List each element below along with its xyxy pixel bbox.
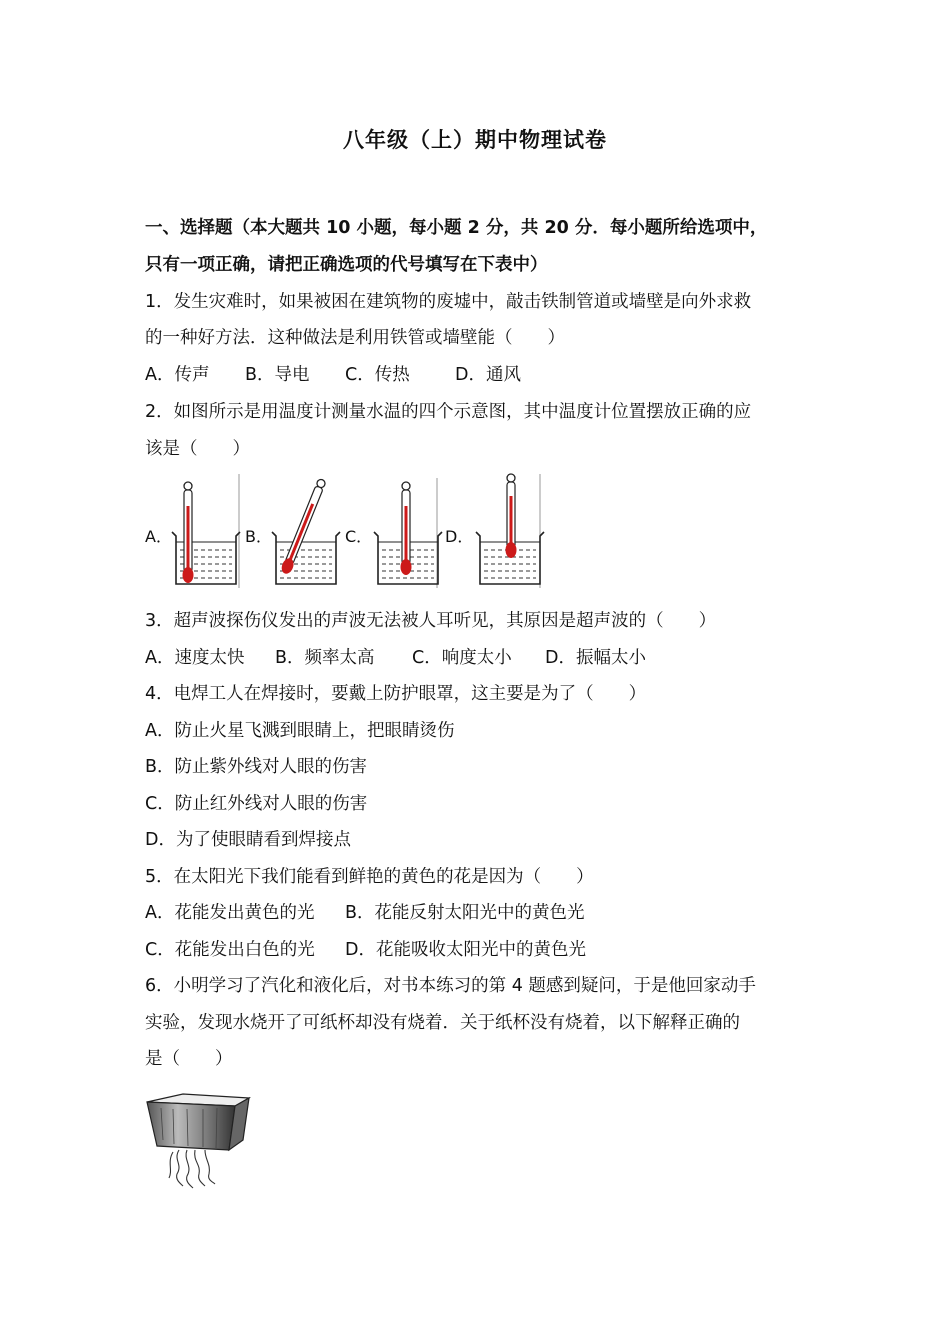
q2-figure-label-c[interactable]: C．	[345, 527, 373, 546]
q5-options-row1	[145, 901, 585, 925]
q3-option-a[interactable]: A．速度太快	[145, 648, 245, 668]
q1-option-c[interactable]: C．传热	[345, 365, 410, 385]
q3-options	[145, 646, 646, 670]
q4-option-c[interactable]: C．防止红外线对人眼的伤害	[145, 794, 368, 814]
q2-figure-b-thermometer-beaker	[268, 472, 343, 590]
q4-option-d[interactable]: D．为了使眼睛看到焊接点	[145, 830, 351, 850]
q5-option-a[interactable]: A．花能发出黄色的光	[145, 903, 315, 923]
q2-figure-c-thermometer-beaker	[370, 472, 445, 590]
q5-stem: 5．在太阳光下我们能看到鲜艳的黄色的花是因为（ ）	[145, 867, 594, 887]
q6-stem-line2: 实验，发现水烧开了可纸杯却没有烧着．关于纸杯没有烧着，以下解释正确的	[145, 1013, 740, 1033]
page-title: 八年级（上）期中物理试卷	[343, 128, 607, 152]
q2-figure-a-thermometer-beaker	[168, 472, 243, 590]
q5-options-row2	[145, 938, 586, 962]
q4-option-b[interactable]: B．防止紫外线对人眼的伤害	[145, 757, 368, 777]
q2-figure-label-a[interactable]: A．	[145, 527, 172, 546]
q5-option-c[interactable]: C．花能发出白色的光	[145, 940, 315, 960]
q6-stem-line1: 6．小明学习了汽化和液化后，对书本练习的第 4 题感到疑问，于是他回家动手	[145, 976, 756, 996]
q1-option-d[interactable]: D．通风	[455, 365, 521, 385]
q2-stem-line2: 该是（ ）	[145, 439, 250, 459]
q1-stem-line1: 1．发生灾难时，如果被困在建筑物的废墟中，敲击铁制管道或墙壁是向外求救	[145, 292, 752, 312]
q2-figure-label-b[interactable]: B．	[245, 527, 272, 546]
q3-stem: 3．超声波探伤仪发出的声波无法被人耳听见，其原因是超声波的（ ）	[145, 611, 717, 631]
q4-option-a[interactable]: A．防止火星飞溅到眼睛上，把眼睛烫伤	[145, 721, 455, 741]
q2-figure-d-thermometer-beaker	[472, 472, 547, 590]
q2-stem-line1: 2．如图所示是用温度计测量水温的四个示意图，其中温度计位置摆放正确的应	[145, 402, 752, 422]
q1-options	[145, 363, 521, 387]
q3-option-c[interactable]: C．响度太小	[412, 648, 512, 668]
q1-option-a[interactable]: A．传声	[145, 365, 210, 385]
section-heading-line1: 一、选择题（本大题共 10 小题，每小题 2 分，共 20 分．每小题所给选项中，	[145, 218, 768, 238]
section-heading-line2: 只有一项正确，请把正确选项的代号填写在下表中）	[145, 255, 548, 275]
q1-option-b[interactable]: B．导电	[245, 365, 310, 385]
q3-option-b[interactable]: B．频率太高	[275, 648, 375, 668]
q3-option-d[interactable]: D．振幅太小	[545, 648, 646, 668]
q5-option-d[interactable]: D．花能吸收太阳光中的黄色光	[345, 940, 586, 960]
q6-stem-line3: 是（ ）	[145, 1049, 233, 1069]
q4-stem: 4．电焊工人在焊接时，要戴上防护眼罩，这主要是为了（ ）	[145, 684, 647, 704]
q5-option-b[interactable]: B．花能反射太阳光中的黄色光	[345, 903, 585, 923]
q6-paper-cup-flame-figure	[143, 1090, 255, 1190]
q2-figure-label-d[interactable]: D．	[445, 527, 474, 546]
q1-stem-line2: 的一种好方法．这种做法是利用铁管或墙壁能（ ）	[145, 328, 565, 348]
